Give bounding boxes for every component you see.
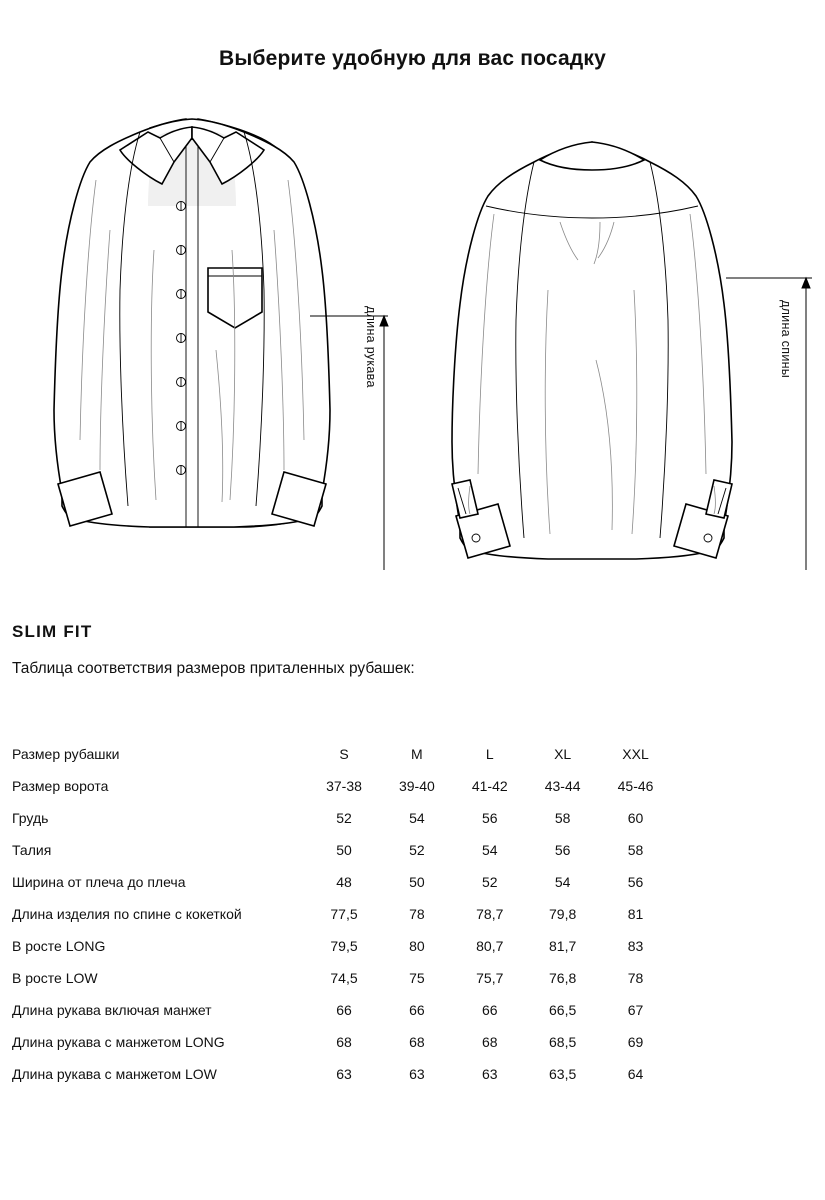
table-row [12, 834, 672, 866]
cell-value: 56 [554, 842, 571, 858]
cell-value: 69 [627, 1034, 644, 1050]
cell-value: 37-38 [326, 778, 362, 794]
sleeve-length-label: длина рукава [364, 306, 378, 388]
table-row [12, 898, 672, 930]
table-row [12, 1058, 672, 1090]
row-label: В росте LOW [12, 970, 98, 986]
cell-value: 68 [336, 1034, 352, 1050]
cell-value: 75,7 [476, 970, 504, 986]
table-row [12, 1026, 672, 1058]
table-header-row [12, 738, 672, 770]
row-label: Длина рукава с манжетом LONG [12, 1034, 225, 1050]
cell-value: 68 [409, 1034, 425, 1050]
cell-value: 63 [336, 1066, 352, 1082]
cell-value: 41-42 [471, 778, 508, 794]
table-row [12, 866, 672, 898]
cell-value: 63 [481, 1066, 498, 1082]
cell-value: 68,5 [549, 1034, 577, 1050]
table-row [12, 770, 672, 802]
cell-value: 50 [336, 842, 352, 858]
row-label: Длина рукава включая манжет [12, 1002, 212, 1018]
column-header-s: S [339, 746, 349, 762]
cell-value: 66 [481, 1002, 498, 1018]
size-table [12, 738, 672, 1090]
cell-value: 79,5 [330, 938, 358, 954]
table-header-label: Размер рубашки [12, 746, 120, 762]
shirt-illustrations [0, 110, 825, 570]
cell-value: 52 [481, 874, 498, 890]
cell-value: 83 [627, 938, 644, 954]
cell-value: 78,7 [476, 906, 504, 922]
table-row [12, 962, 672, 994]
cell-value: 43-44 [544, 778, 581, 794]
cell-value: 39-40 [398, 778, 435, 794]
cell-value: 45-46 [617, 778, 654, 794]
front-shirt-diagram [54, 119, 330, 527]
cell-value: 54 [481, 842, 498, 858]
cell-value: 81 [627, 906, 644, 922]
cell-value: 78 [409, 906, 425, 922]
table-row [12, 994, 672, 1026]
cell-value: 54 [554, 874, 571, 890]
table-row [12, 802, 672, 834]
cell-value: 80 [409, 938, 425, 954]
cell-value: 66 [336, 1002, 352, 1018]
cell-value: 52 [409, 842, 425, 858]
row-label: В росте LONG [12, 938, 106, 954]
page-title: Выберите удобную для вас посадку [218, 47, 607, 70]
fit-description: Таблица соответствия размеров приталенных рубашек: [12, 660, 415, 677]
row-label: Размер ворота [12, 778, 109, 794]
table-row [12, 930, 672, 962]
cell-value: 63 [409, 1066, 425, 1082]
cell-value: 67 [627, 1002, 644, 1018]
fit-name: SLIM FIT [12, 622, 93, 641]
row-label: Ширина от плеча до плеча [12, 874, 186, 890]
column-header-xl: XL [554, 746, 572, 762]
cell-value: 58 [627, 842, 644, 858]
back-length-dimension [726, 278, 812, 570]
shirt-svg [0, 110, 825, 570]
back-shirt-diagram [452, 142, 732, 559]
cell-value: 68 [481, 1034, 498, 1050]
cell-value: 81,7 [549, 938, 577, 954]
row-label: Талия [12, 842, 52, 858]
cell-value: 79,8 [549, 906, 577, 922]
back-length-label: длина спины [779, 300, 793, 379]
cell-value: 80,7 [476, 938, 504, 954]
column-header-m: M [411, 746, 423, 762]
cell-value: 60 [627, 810, 644, 826]
cell-value: 66 [409, 1002, 425, 1018]
cell-value: 76,8 [549, 970, 577, 986]
row-label: Грудь [12, 810, 49, 826]
cell-value: 75 [409, 970, 425, 986]
row-label: Длина рукава с манжетом LOW [12, 1066, 217, 1082]
cell-value: 56 [627, 874, 644, 890]
cell-value: 77,5 [330, 906, 358, 922]
cell-value: 58 [554, 810, 571, 826]
column-header-l: L [485, 746, 494, 762]
cell-value: 74,5 [330, 970, 358, 986]
cell-value: 50 [409, 874, 425, 890]
cell-value: 64 [627, 1066, 644, 1082]
row-label: Длина изделия по спине с кокеткой [12, 906, 242, 922]
cell-value: 66,5 [549, 1002, 577, 1018]
cell-value: 63,5 [549, 1066, 577, 1082]
cell-value: 54 [409, 810, 425, 826]
cell-value: 52 [336, 810, 352, 826]
cell-value: 48 [336, 874, 352, 890]
column-header-xxl: XXL [622, 746, 649, 762]
cell-value: 56 [481, 810, 498, 826]
cell-value: 78 [627, 970, 644, 986]
